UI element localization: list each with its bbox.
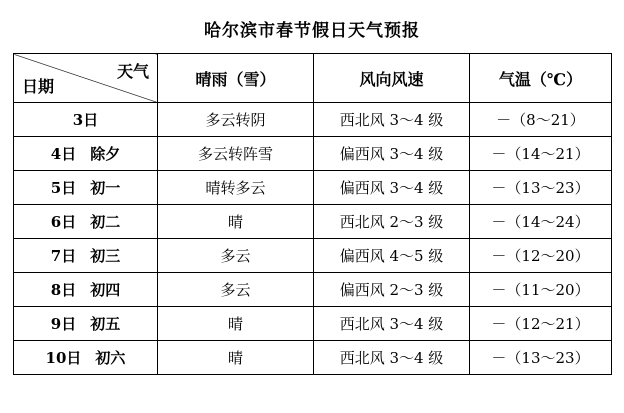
condition-cell: 晴转多云 (158, 171, 314, 205)
condition-cell: 晴 (158, 307, 314, 341)
table-row (14, 137, 612, 171)
condition-cell: 多云 (158, 273, 314, 307)
header-date-label: 日期 (22, 77, 55, 96)
date-cell (14, 171, 158, 205)
wind-cell: 西北风 3～4 级 (314, 307, 470, 341)
festival-label: 除夕 (90, 145, 121, 163)
day-label: 3日 (72, 111, 99, 129)
table-row (14, 205, 612, 239)
date-cell (14, 239, 158, 273)
date-cell (14, 137, 158, 171)
wind-cell: 偏西风 4～5 级 (314, 239, 470, 273)
day-label: 9日 (50, 315, 77, 333)
table-row (14, 103, 612, 137)
date-cell (14, 273, 158, 307)
wind-cell: 西北风 2～3 级 (314, 205, 470, 239)
day-label: 6日 (50, 213, 77, 231)
festival-label: 初二 (90, 213, 121, 231)
temperature-cell: －（14～24） (470, 205, 612, 239)
festival-label: 初六 (95, 349, 126, 367)
temperature-cell: －（12～21） (470, 307, 612, 341)
table-row (14, 239, 612, 273)
festival-label: 初五 (90, 315, 121, 333)
date-cell (14, 205, 158, 239)
header-weather-label: 天气 (116, 62, 149, 81)
festival-label: 初四 (90, 281, 121, 299)
temperature-cell: －（13～23） (470, 171, 612, 205)
wind-cell: 西北风 3～4 级 (314, 341, 470, 375)
temperature-cell: －（12～20） (470, 239, 612, 273)
header-temperature: 气温（℃） (470, 54, 612, 103)
table-row (14, 307, 612, 341)
header-wind: 风向风速 (314, 54, 470, 103)
date-cell (14, 341, 158, 375)
condition-cell: 晴 (158, 205, 314, 239)
wind-cell: 偏西风 3～4 级 (314, 171, 470, 205)
day-label: 7日 (50, 247, 77, 265)
table-row (14, 273, 612, 307)
festival-label: 初三 (90, 247, 121, 265)
day-label: 10日 (45, 349, 82, 367)
table-row (14, 171, 612, 205)
wind-cell: 偏西风 2～3 级 (314, 273, 470, 307)
date-cell (14, 307, 158, 341)
date-cell (14, 103, 158, 137)
condition-cell: 多云转阴 (158, 103, 314, 137)
header-condition: 晴雨（雪） (158, 54, 314, 103)
temperature-cell: －（8～21） (470, 103, 612, 137)
table-row (14, 341, 612, 375)
forecast-table (13, 53, 612, 375)
temperature-cell: －（13～23） (470, 341, 612, 375)
wind-cell: 偏西风 3～4 级 (314, 137, 470, 171)
day-label: 4日 (50, 145, 77, 163)
festival-label: 初一 (90, 179, 121, 197)
condition-cell: 多云 (158, 239, 314, 273)
temperature-cell: －（11～20） (470, 273, 612, 307)
page-title: 哈尔滨市春节假日天气预报 (204, 21, 420, 41)
condition-cell: 晴 (158, 341, 314, 375)
day-label: 5日 (50, 179, 77, 197)
day-label: 8日 (50, 281, 77, 299)
table-header-row (14, 54, 612, 103)
diagonal-header-cell (14, 54, 158, 103)
condition-cell: 多云转阵雪 (158, 137, 314, 171)
temperature-cell: －（14～21） (470, 137, 612, 171)
wind-cell: 西北风 3～4 级 (314, 103, 470, 137)
